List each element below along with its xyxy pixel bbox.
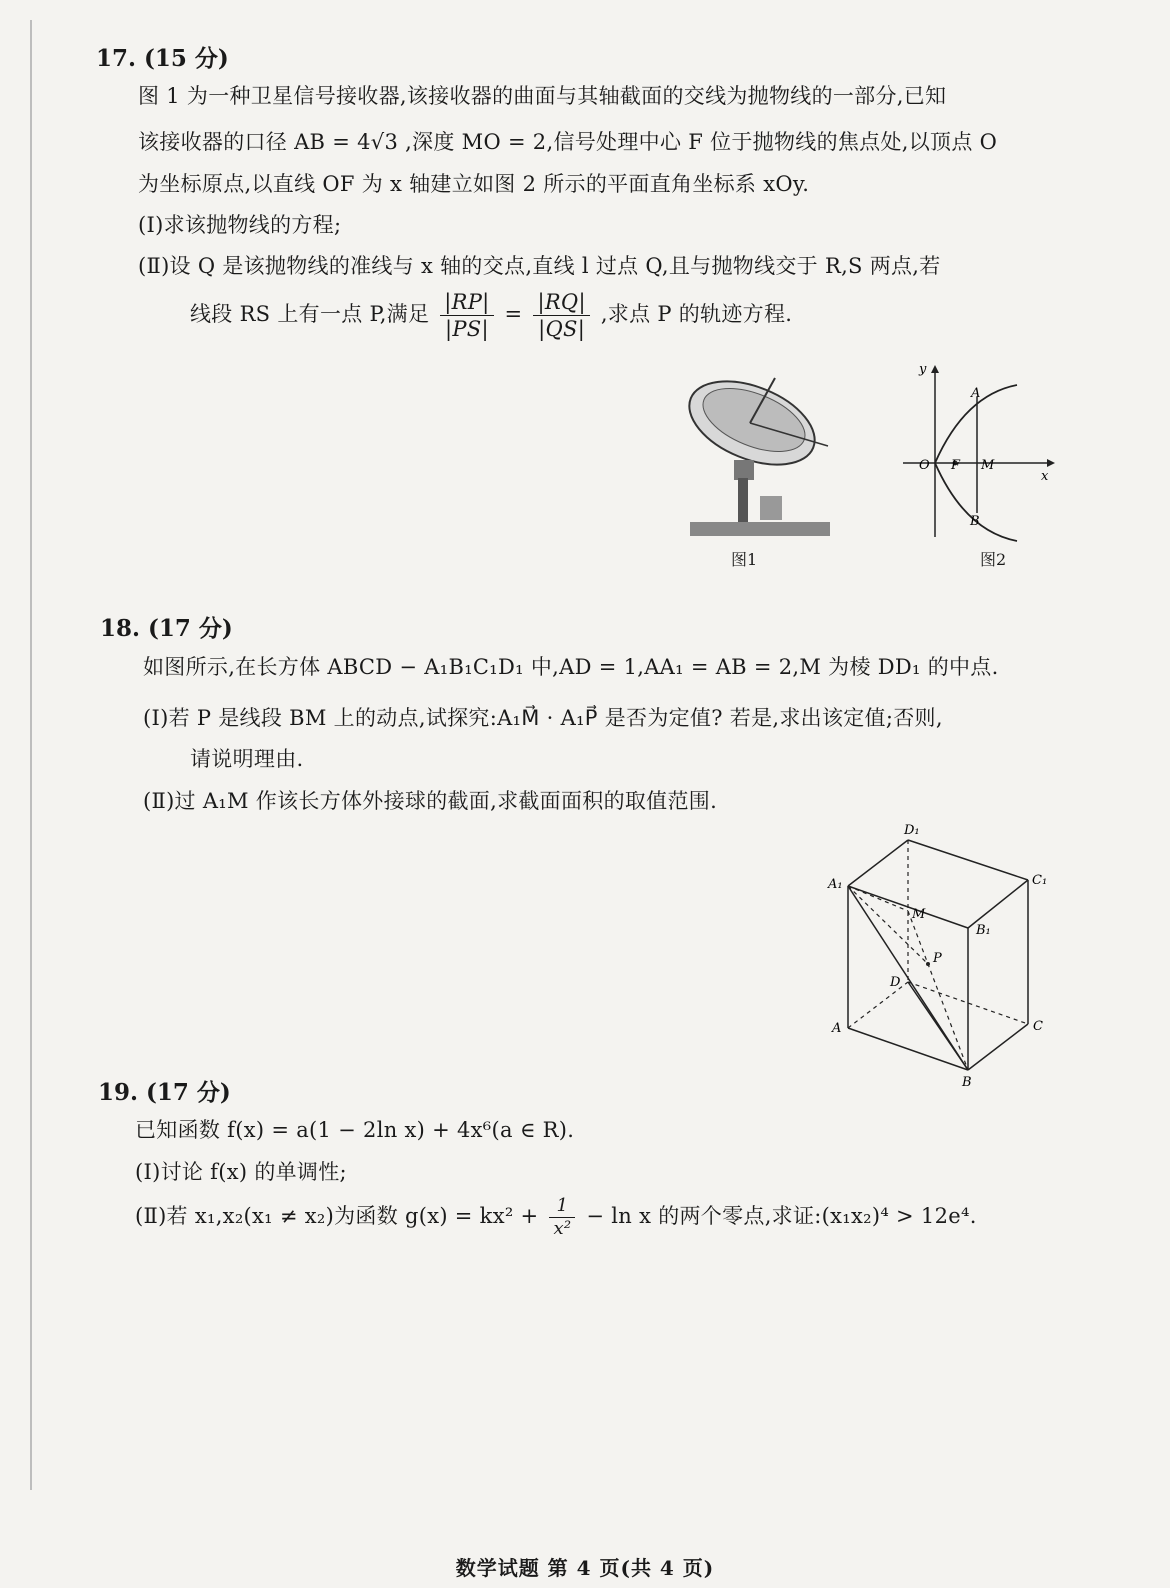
label-o: O	[919, 458, 930, 473]
q19-part1: (Ⅰ)讨论 f(x) 的单调性;	[135, 1160, 347, 1184]
q17-number: 17. (15 分)	[96, 45, 229, 72]
fig1-label: 图1	[731, 550, 758, 569]
label-x: x	[1041, 469, 1049, 484]
ratio-rp-ps	[440, 289, 493, 342]
segment-db	[908, 982, 968, 1070]
edge-ab	[848, 1028, 968, 1070]
label-m: M	[912, 907, 926, 922]
label-y: y	[919, 362, 927, 377]
fig2-label: 图2	[980, 550, 1007, 569]
edge-a1d1	[848, 840, 908, 886]
edge-b1c1	[968, 880, 1028, 928]
edge-d1c1	[908, 840, 1028, 880]
dish-pillar	[738, 478, 748, 523]
q17-line3: 为坐标原点,以直线 OF 为 x 轴建立如图 2 所示的平面直角坐标系 xOy.	[138, 172, 810, 196]
q17-part2-post: ,求点 P 的轨迹方程.	[600, 302, 793, 326]
q18-number: 18. (17 分)	[100, 615, 233, 642]
equals-sign: =	[504, 302, 523, 326]
fig-cuboid	[820, 818, 1060, 1093]
label-m: M	[981, 458, 995, 473]
label-d1: D₁	[904, 823, 920, 838]
fig2-parabola-plot	[895, 355, 1060, 545]
q18-part2: (Ⅱ)过 A₁M 作该长方体外接球的截面,求截面面积的取值范围.	[143, 789, 718, 813]
page-footer: 数学试题 第 4 页(共 4 页)	[455, 1556, 715, 1580]
label-c: C	[1033, 1019, 1043, 1034]
q17-line1: 图 1 为一种卫星信号接收器,该接收器的曲面与其轴截面的交线为抛物线的一部分,已知	[138, 84, 947, 108]
dish-mount	[734, 460, 754, 480]
q18-line1: 如图所示,在长方体 ABCD − A₁B₁C₁D₁ 中,AD = 1,AA₁ = AB = 2,M 为棱 DD₁ 的中点.	[143, 655, 999, 679]
x-axis-arrow	[1047, 459, 1055, 467]
q19-part2-pre: (Ⅱ)若 x₁,x₂(x₁ ≠ x₂)为函数 g(x) = kx² +	[135, 1204, 539, 1228]
q19-number: 19. (17 分)	[98, 1079, 231, 1106]
frac1-num: |RP|	[440, 289, 493, 316]
frac1-den: |PS|	[444, 317, 489, 341]
label-b: B	[970, 514, 980, 529]
segment-a1p	[848, 886, 928, 964]
frac-num: 1	[549, 1195, 575, 1218]
point-p	[926, 962, 930, 966]
q17-line2: 该接收器的口径 AB = 4√3 ,深度 MO = 2,信号处理中心 F 位于抛物线的焦点处,以顶点 O	[138, 130, 998, 154]
ratio-rq-qs	[533, 289, 589, 342]
label-b1: B₁	[976, 923, 991, 938]
q19-part2	[135, 1195, 977, 1240]
dish-base	[690, 522, 830, 536]
dish-cabinet	[760, 496, 782, 520]
q17-part2-pre: 线段 RS 上有一点 P,满足	[190, 302, 430, 326]
label-p: P	[933, 951, 942, 966]
frac2-den: |QS|	[538, 317, 586, 341]
label-a1: A₁	[828, 877, 843, 892]
frac2-num: |RQ|	[533, 289, 589, 316]
q19-line1: 已知函数 f(x) = a(1 − 2ln x) + 4x⁶(a ∈ R).	[135, 1118, 575, 1142]
label-f: F	[951, 458, 961, 473]
q18-part1b: 请说明理由.	[190, 747, 304, 771]
page-edge-shadow	[30, 20, 32, 1490]
label-a: A	[832, 1021, 842, 1036]
q17-part2: (Ⅱ)设 Q 是该抛物线的准线与 x 轴的交点,直线 l 过点 Q,且与抛物线交于 R,S 两点,若	[138, 254, 941, 278]
q19-part2-post: − ln x 的两个零点,求证:(x₁x₂)⁴ > 12e⁴.	[586, 1204, 977, 1228]
y-axis-arrow	[931, 365, 939, 373]
label-a: A	[971, 386, 981, 401]
label-c1: C₁	[1032, 873, 1048, 888]
q18-part1: (Ⅰ)若 P 是线段 BM 上的动点,试探究:A₁M⃗ · A₁P⃗ 是否为定值? 若是,求出该定值;否则,	[143, 706, 943, 730]
q17-part1: (Ⅰ)求该抛物线的方程;	[138, 213, 342, 237]
q17-part2-condition	[190, 289, 792, 342]
edge-bc	[968, 1024, 1028, 1070]
label-d: D	[890, 975, 901, 990]
label-b: B	[962, 1075, 972, 1090]
fig1-satellite-dish	[680, 368, 840, 540]
frac-den: x²	[553, 1218, 572, 1239]
fraction-one-over-x2	[549, 1195, 575, 1240]
